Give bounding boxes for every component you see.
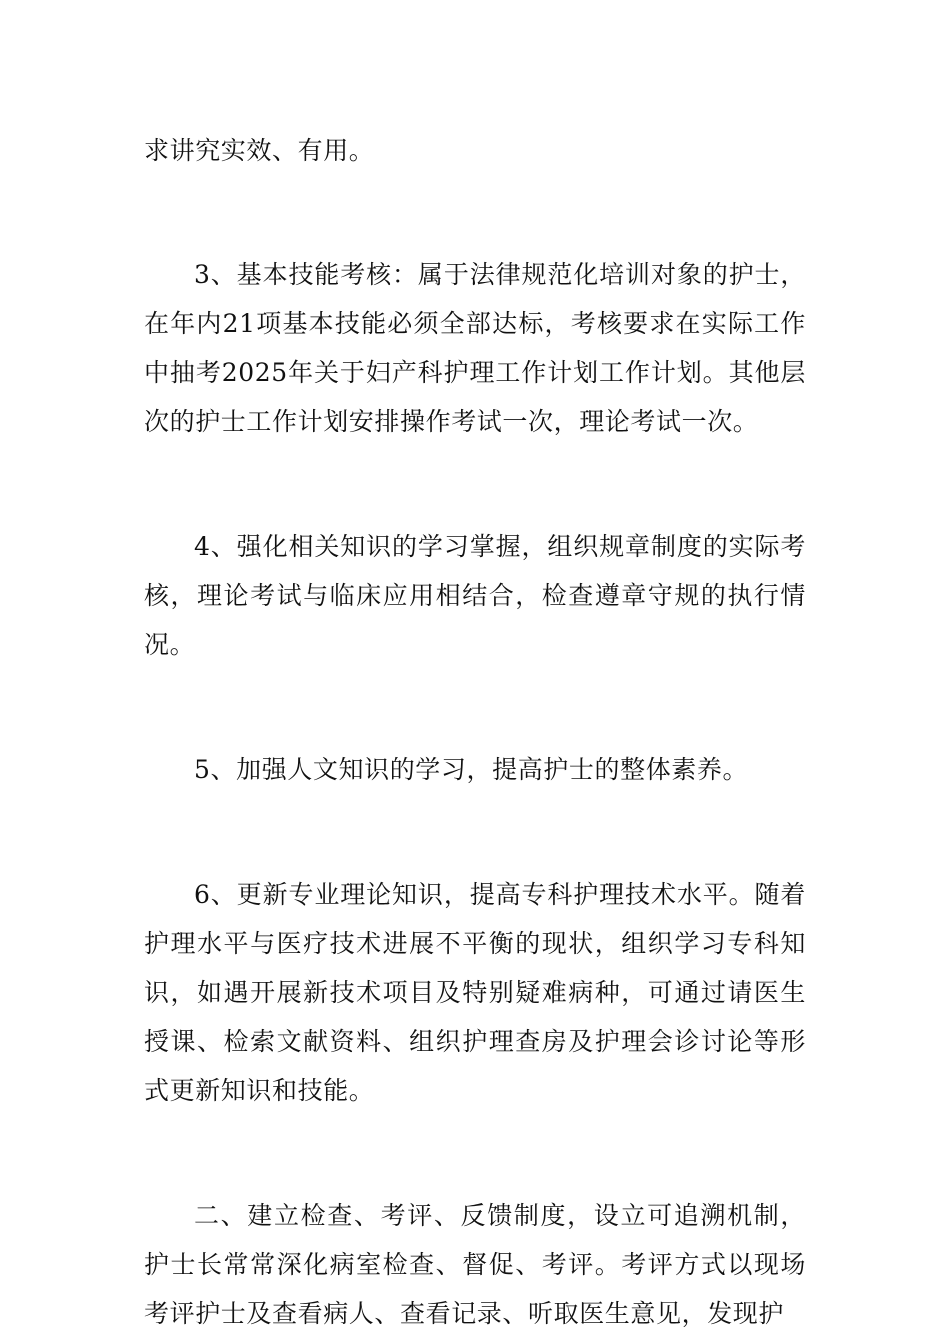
paragraph-inspection-system: 二、建立检查、考评、反馈制度，设立可追溯机制，护士长常常深化病室检查、督促、考评。考评方式以现场考评护士及查看病人、查看记录、听取医生意见，发现护 — [144, 1201, 806, 1328]
document-page — [144, 126, 806, 1338]
paragraph-continuation: 求讲究实效、有用。 — [144, 136, 375, 165]
paragraph-knowledge-study: 4、强化相关知识的学习掌握，组织规章制度的实际考核，理论考试与临床应用相结合，检查遵章守规的执行情况。 — [144, 532, 806, 659]
paragraph-humanities-study: 5、加强人文知识的学习，提高护士的整体素养。 — [194, 755, 749, 784]
paragraph-professional-update: 6、更新专业理论知识，提高专科护理技术水平。随着护理水平与医疗技术进展不平衡的现状，组织学习专科知识，如遇开展新技术项目及特别疑难病种，可通过请医生授课、检索文献资料、组织护理查房及护理会诊讨论等形式更新知识和技能。 — [144, 880, 806, 1105]
paragraph-basic-skills-assessment: 3、基本技能考核：属于法律规范化培训对象的护士，在年内21项基本技能必须全部达标，考核要求在实际工作中抽考2025年关于妇产科护理工作计划工作计划。其他层次的护士工作计划安排操作考试一次，理论考试一次。 — [144, 260, 806, 436]
